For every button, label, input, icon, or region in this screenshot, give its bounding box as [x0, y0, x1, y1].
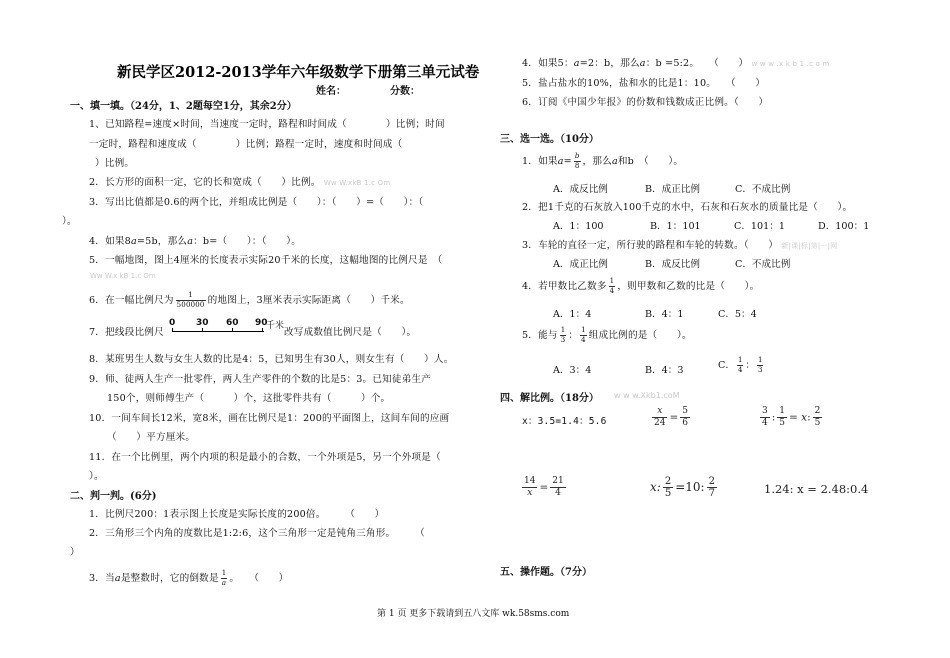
frac-num: 2: [708, 476, 715, 487]
s3-q3-text: 3．车轮的直径一定，所行驶的路程和车轮的转数。（ ）: [522, 240, 779, 251]
equation-3: $\frac{3}{4}$ : $\frac{1}{5}$ = x: $\frac{2}{5}$: [762, 406, 821, 428]
s3-q3: [522, 237, 837, 251]
section-4-heading: 四、解比例。（18分）: [500, 393, 599, 404]
frac-num: 3: [762, 406, 768, 416]
eq5-mid: =10:: [675, 480, 705, 494]
s3-q4-opt-b: B．4：1: [645, 309, 684, 320]
s3-q3-opt-c: C．不成比例: [735, 259, 791, 270]
s2-q4-part3: ：b =5:2。 （ ）: [645, 58, 749, 69]
frac-den: 3: [758, 366, 763, 374]
frac-den: x: [527, 488, 533, 498]
s1-q7-text: 改写成数值比例尺是（ ）。: [284, 327, 417, 338]
frac-num: 1: [581, 326, 586, 334]
ruler-tick: [232, 328, 233, 332]
ruler-label: 90: [255, 318, 268, 328]
s3-q4-part1: 4．若甲数比乙数多: [522, 281, 607, 292]
s2-q4: [522, 55, 829, 69]
s3-q2: 2．把1千克的石灰放入100千克的水中，石灰和石灰水的质量比是（ ）。: [522, 202, 853, 213]
equation-2: $\frac{x}{24}$ = $\frac{5}{6}$: [654, 406, 688, 428]
frac-den: 5: [814, 418, 821, 428]
s1-q6: [89, 291, 410, 310]
ruler-label: 60: [226, 318, 239, 328]
ruler-line: [172, 331, 264, 332]
section-2-heading: 二、判一判。(6分): [70, 491, 157, 502]
s2-q1: 1．比例尺200：1表示图上长度是实际长度的200倍。 （ ）: [89, 509, 385, 520]
var-a: a: [639, 58, 646, 69]
var-a: a: [611, 156, 618, 167]
s3-q5-part2: 组成比例的是（ ）。: [588, 330, 692, 341]
opt-frac2: [757, 356, 763, 375]
equation-4: $\frac{14}{x}$ = $\frac{21}{4}$: [524, 476, 564, 498]
frac-num: 21: [552, 476, 564, 486]
equation-1: x：3.5=1.4：5.6: [522, 416, 607, 427]
s1-q8: 8．某班男生人数与女生人数的比是4：5，已知男生有30人，则女生有（ ）人。: [89, 354, 454, 365]
s2-q4-part2: =2：b，那么: [579, 58, 640, 69]
frac-den: 5: [664, 488, 672, 499]
opt-frac1: [737, 356, 743, 375]
frac-den: 4: [737, 366, 743, 374]
ruler-tick: [172, 328, 173, 332]
s2-q6: 6．订阅《中国少年报》的份数和钱数成正比例。（ ）: [522, 97, 769, 108]
eq2-frac2: [680, 406, 690, 429]
s3-q4-fraction: [609, 277, 616, 296]
s3-q1-part3: 和b （ ）。: [617, 156, 684, 167]
eq3-frac1: [760, 406, 770, 429]
s1-q7-label: 7．把线段比例尺: [89, 327, 164, 338]
ruler-label: 0: [169, 318, 176, 328]
frac-num: 2: [664, 476, 672, 487]
frac-den: 4: [581, 336, 586, 344]
ruler-tick: [262, 328, 263, 332]
equation-6: 1.24: x = 2.48:0.4: [764, 482, 869, 496]
s3-q4: [522, 277, 759, 296]
s3-q5-opt-c: C． $\frac{1}{4}$ ： $\frac{1}{3}$: [718, 356, 763, 374]
equation-5: [650, 476, 719, 499]
s1-q11-line1: 11．在一个比例里，两个内项的积是最小的合数，一个外项是5，另一个外项是（: [89, 452, 441, 463]
s3-q2-opt-d: D．100：1: [818, 221, 870, 232]
s1-q6-part2: 的地图上，3厘米表示实际距离（ ）千米。: [207, 295, 410, 306]
s2-q2-line1: 2．三角形三个内角的度数比是1:2:6，这个三角形一定是钝角三角形。 （: [89, 528, 425, 539]
s3-q1-part1: 1．如果: [522, 156, 558, 167]
s1-q5-line1: 5．一幅地图，图上4厘米的长度表示实际20千米的长度，这幅地图的比例尺是 （: [89, 255, 443, 266]
s3-q2-opt-b: B．1：101: [650, 221, 701, 232]
s3-q4-opt-c: C．5：4: [718, 309, 757, 320]
s3-q5-frac2: [580, 326, 587, 345]
s3-q4-part2: ，则甲数和乙数的比是（ ）。: [617, 281, 760, 292]
page-footer: 第 1 页 更多下载请到五八文库 wk.58sms.com: [377, 609, 570, 619]
s1-q1-line2: 一定时，路程和速度成（ ）比例；路程一定时，速度和时间成（: [89, 139, 403, 150]
section-3-heading: 三、选一选。（10分）: [500, 134, 599, 145]
s3-q1: 1．如果a= $\frac{b}{8}$ ，那么a和b （ ）。: [522, 152, 684, 170]
frac-den: 24: [654, 418, 666, 428]
eq2-frac1: [652, 406, 667, 429]
frac-den: 5: [779, 418, 786, 428]
scale-fraction: [176, 291, 206, 310]
s2-q3-part3: 。 （ ）: [229, 573, 289, 584]
s1-q4: [89, 233, 301, 247]
s3-q1-part2: ，那么: [582, 156, 612, 167]
s2-q4-part1: 4．如果5：: [522, 58, 574, 69]
eq3-frac3: [813, 406, 823, 429]
frac-num: 2: [814, 406, 821, 416]
frac-den: 4: [609, 287, 615, 295]
page-title: 新民学区2012-2013学年六年级数学下册第三单元试卷: [117, 64, 480, 81]
s3-q1-opt-b: B．成正比例: [645, 184, 701, 195]
var-a: a: [114, 573, 121, 584]
frac-num: 1: [176, 291, 206, 301]
frac-num: 1: [609, 277, 615, 285]
watermark: Ww W.xkB 1.c Om: [323, 179, 391, 187]
s1-q6-part1: 6．在一幅比例尺为: [89, 295, 174, 306]
s1-q3-line1: 3．写出比值都是0.6的两个比，并组成比例是（ ）：（ ）=（ ）：（: [89, 197, 424, 208]
s3-q1-opt-a: A．成反比例: [553, 184, 608, 195]
frac-den: 500000: [176, 301, 205, 309]
score-label: 分数：: [390, 86, 420, 97]
eq5-frac1: [663, 476, 673, 499]
frac-num: 1: [779, 406, 786, 416]
var-a: a: [187, 236, 194, 247]
s1-q4-part2: =5b，那么: [136, 236, 188, 247]
s3-q5: [522, 326, 692, 345]
s2-q3: [89, 569, 288, 588]
var-a: a: [557, 156, 564, 167]
frac-num: 5: [682, 406, 688, 416]
frac-num: 1: [737, 356, 743, 364]
s3-q5-part1: 5．能与: [522, 330, 558, 341]
watermark: w w w.Xkb1.coM: [614, 391, 680, 400]
s3-q1-opt-c: C．不成比例: [735, 184, 791, 195]
frac-num: 1: [221, 569, 227, 577]
s1-q2-text: 2．长方形的面积一定，它的长和宽成（ ）比例。: [89, 177, 321, 188]
eq4-frac1: [522, 476, 537, 499]
s2-q2-line2: ）: [70, 547, 80, 558]
s3-q1-fraction: [574, 152, 581, 171]
s2-q3-part1: 3．当: [89, 573, 115, 584]
watermark: 新|课|标|第|一|网: [781, 242, 838, 250]
s1-q11-line2: ）。: [89, 471, 104, 482]
s1-q10-line2: （ ）平方厘米。: [107, 432, 196, 443]
s3-q5-opt-b: B．4：3: [645, 365, 684, 376]
frac-den: 8: [574, 162, 580, 170]
s1-q9-line2: 150个，则师傅生产（ ）个，这批零件共有（ ）个。: [107, 393, 391, 404]
s3-q4-opt-a: A．1：4: [553, 309, 592, 320]
s1-q1-line1: 1、已知路程=速度×时间，当速度一定时，路程和时间成（ ）比例；时间: [89, 119, 445, 130]
frac-num: 1: [560, 326, 566, 334]
var-a: a: [573, 58, 580, 69]
s1-q1-line3: ）比例。: [95, 158, 135, 169]
s1-q3-line2: ）。: [62, 216, 77, 227]
s3-q3-opt-a: A．成正比例: [553, 259, 608, 270]
s1-q10-line1: 10．一间车间长12米，宽8米，画在比例尺是1：200的平面图上，这间车间的应画: [89, 413, 450, 424]
section-1-heading: 一、填一填。（24分，1、2题每空1分，其余2分）: [70, 101, 297, 112]
frac-den: 3: [560, 336, 566, 344]
s2-q5: 5．盐占盐水的10%，盐和水的比是1：10。 （ ）: [522, 78, 766, 89]
s1-q4-part3: ：b=（ ）：（ ）。: [193, 236, 302, 247]
frac-num: b: [574, 152, 580, 160]
eq5-lhs: x:: [650, 480, 661, 494]
ruler-unit: 千米: [266, 321, 285, 331]
ruler-label: 30: [196, 318, 209, 328]
watermark: w w w .x k b 1 .c o m: [751, 60, 830, 68]
s3-q2-opt-c: C．101：1: [734, 221, 785, 232]
s1-q2: [89, 174, 390, 188]
frac-den: 6: [682, 418, 688, 428]
s3-q3-opt-b: B．成反比例: [645, 259, 701, 270]
frac-num: 1: [758, 356, 763, 364]
var-a: a: [131, 236, 137, 247]
name-label: 姓名：: [316, 86, 346, 97]
frac-num: x: [652, 406, 667, 418]
s3-q5-opt-a: A．3：4: [553, 365, 592, 376]
s1-q4-part1: 4．如果8: [89, 236, 131, 247]
frac-den: 4: [762, 418, 768, 428]
eq5-frac2: [707, 476, 717, 499]
eq4-frac2: [550, 476, 565, 499]
frac-den: 7: [708, 488, 715, 499]
colon: ：: [568, 330, 579, 341]
frac-num: 14: [524, 476, 536, 486]
s2-q3-part2: 是整数时，它的倒数是: [120, 573, 219, 584]
frac-den: a: [221, 579, 227, 587]
frac-den: 4: [555, 488, 561, 498]
ruler-tick: [202, 328, 203, 332]
eq3-frac2: [777, 406, 787, 429]
opt-letter: C．: [718, 360, 735, 371]
s3-q2-opt-a: A．1：100: [553, 221, 604, 232]
section-5-heading: 五、操作题。（7分）: [500, 567, 592, 578]
s1-q9-line1: 9．师、徒两人生产一批零件，两人生产零件的个数的比是5：3。已知徒弟生产: [89, 374, 432, 385]
reciprocal-fraction: [221, 569, 228, 588]
s3-q5-frac1: [560, 326, 567, 345]
watermark: Ww W.x kB 1.c Om: [90, 272, 156, 280]
